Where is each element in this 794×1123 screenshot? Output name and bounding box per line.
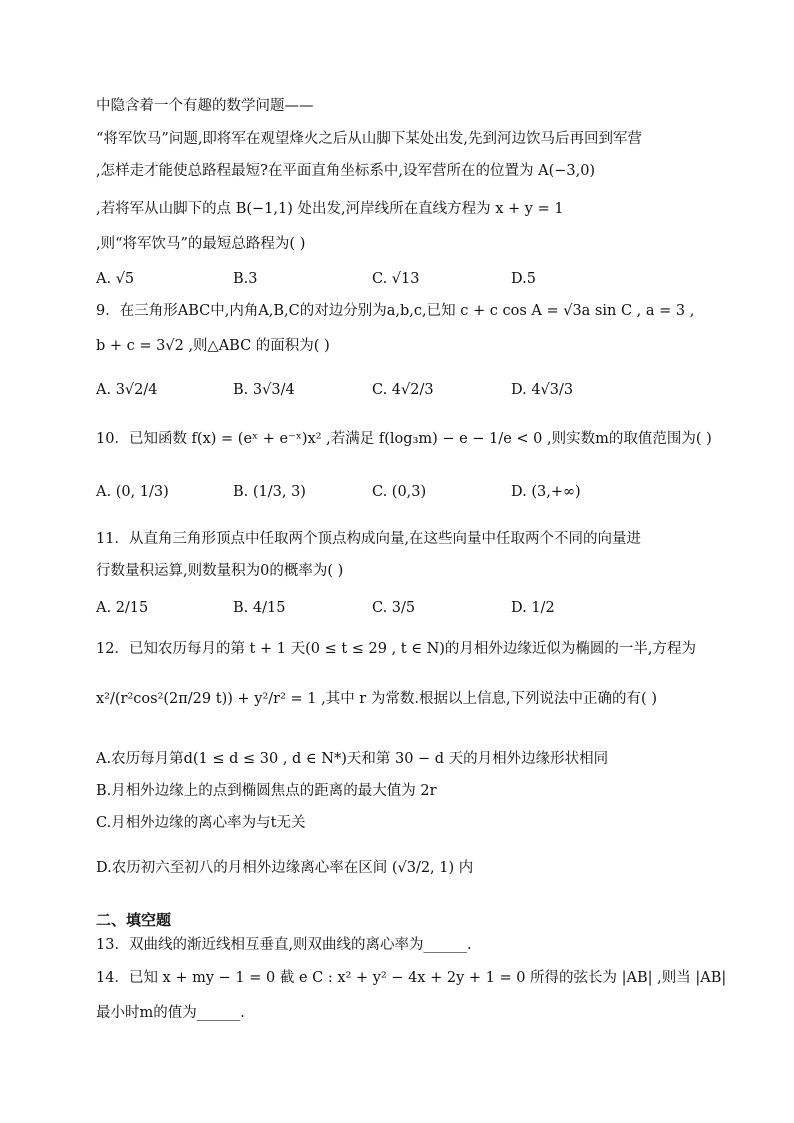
section-heading-fill-in: 二、填空题: [96, 911, 172, 929]
q11-option-b[interactable]: B. 4/15: [233, 600, 286, 616]
q14-line1: 14．已知 x + my − 1 = 0 截 e C : x² + y² − 4x + 2y + 1 = 0 所得的弦长为 |AB| ,则当 |AB|: [96, 970, 727, 986]
q8-option-a[interactable]: A. √5: [96, 271, 135, 287]
q8-line2: “将军饮马”问题,即将军在观望烽火之后从山脚下某处出发,先到河边饮马后再回到军营: [96, 131, 643, 147]
q12-line1: 12．已知农历每月的第 t + 1 天(0 ≤ t ≤ 29 , t ∈ N)的月相外边缘近似为椭圆的一半,方程为: [96, 641, 697, 657]
q11-option-d[interactable]: D. 1/2: [511, 600, 555, 616]
q12-option-a[interactable]: A.农历每月第d(1 ≤ d ≤ 30 , d ∈ N*)天和第 30 − d 天的月相外边缘形状相同: [96, 751, 609, 767]
q10-option-b[interactable]: B. (1/3, 3): [233, 484, 306, 500]
q12-option-d[interactable]: D.农历初六至初八的月相外边缘离心率在区间 (√3/2, 1) 内: [96, 860, 474, 876]
q10-options: [96, 470, 716, 514]
q8-line4: ,若将军从山脚下的点 B(−1,1) 处出发,河岸线所在直线方程为 x + y = 1: [96, 201, 564, 217]
q12-option-c[interactable]: C.月相外边缘的离心率为与t无关: [96, 815, 306, 831]
q11-option-c[interactable]: C. 3/5: [372, 600, 416, 616]
q8-options: [96, 257, 716, 301]
q9-option-d[interactable]: D. 4√3/3: [511, 382, 574, 398]
q11-option-a[interactable]: A. 2/15: [96, 600, 149, 616]
q9-options: [96, 368, 716, 412]
q11-line2: 行数量积运算,则数量积为0的概率为( ): [96, 563, 344, 579]
q8-line3: ,怎样走才能使总路程最短?在平面直角坐标系中,设军营所在的位置为 A(−3,0): [96, 163, 596, 179]
q9-option-c[interactable]: C. 4√2/3: [372, 382, 434, 398]
q8-option-b[interactable]: B.3: [233, 271, 258, 287]
q13-stem: 13．双曲线的渐近线相互垂直,则双曲线的离心率为______.: [96, 937, 472, 953]
q9-line1: 9．在三角形ABC中,内角A,B,C的对边分别为a,b,c,已知 c + c cos A = √3a sin C , a = 3 ,: [96, 303, 695, 319]
q14-line2: 最小时m的值为______.: [96, 1005, 245, 1021]
q11-options: [96, 586, 716, 630]
q10-option-d[interactable]: D. (3,+∞): [511, 484, 581, 500]
q9-option-a[interactable]: A. 3√2/4: [96, 382, 158, 398]
q12-line2: x²/(r²cos²(2π/29 t)) + y²/r² = 1 ,其中 r 为常数.根据以上信息,下列说法中正确的有( ): [96, 691, 657, 707]
q11-line1: 11．从直角三角形顶点中任取两个顶点构成向量,在这些向量中任取两个不同的向量进: [96, 531, 642, 547]
q8-line5: ,则“将军饮马”的最短总路程为( ): [96, 236, 306, 252]
q8-line1: 中隐含着一个有趣的数学问题——: [96, 98, 314, 114]
q10-option-a[interactable]: A. (0, 1/3): [96, 484, 169, 500]
q9-line2: b + c = 3√2 ,则△ABC 的面积为( ): [96, 338, 330, 354]
q10-option-c[interactable]: C. (0,3): [372, 484, 427, 500]
q9-option-b[interactable]: B. 3√3/4: [233, 382, 295, 398]
q12-option-b[interactable]: B.月相外边缘上的点到椭圆焦点的距离的最大值为 2r: [96, 783, 437, 799]
q8-option-d[interactable]: D.5: [511, 271, 536, 287]
q10-stem: 10．已知函数 f(x) = (eˣ + e⁻ˣ)x² ,若满足 f(log₃m) − e − 1/e < 0 ,则实数m的取值范围为( ): [96, 431, 712, 447]
q8-option-c[interactable]: C. √13: [372, 271, 420, 287]
